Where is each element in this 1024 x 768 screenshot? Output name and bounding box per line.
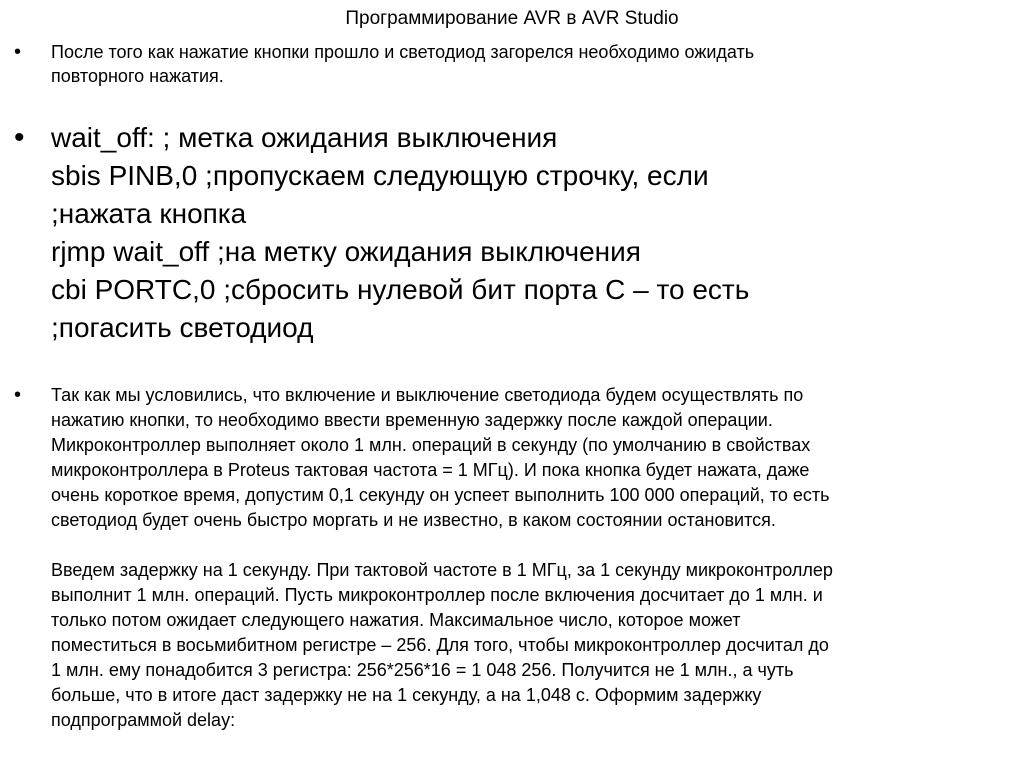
code-line: rjmp wait_off ;на метку ожидания выключения (51, 236, 641, 267)
code-line: sbis PINB,0 ;пропускаем следующую строчку, если (51, 160, 709, 191)
slide-title: Программирование AVR в AVR Studio (345, 8, 679, 29)
text-line: выполнит 1 млн. операций. Пусть микроконтроллер после включения досчитает до 1 млн. и (51, 585, 823, 605)
code-line: cbi PORTC,0 ;сбросить нулевой бит порта С – то есть (51, 274, 750, 305)
text-line: Так как мы условились, что включение и выключение светодиода будем осуществлять по (51, 385, 804, 405)
text-line: Введем задержку на 1 секунду. При тактовой частоте в 1 МГц, за 1 секунду микроконтроллер (51, 560, 833, 580)
bullet-text (51, 383, 1021, 733)
bullet-marker: • (14, 121, 25, 154)
text-line: Микроконтроллер выполняет около 1 млн. операций в секунду (по умолчанию в свойствах (51, 435, 811, 455)
bullet-text (51, 40, 1021, 88)
code-listing (51, 119, 1021, 347)
text-line: светодиод будет очень быстро моргать и не известно, в каком состоянии остановится. (51, 510, 776, 530)
text-line: очень короткое время, допустим 0,1 секунду он успеет выполнить 100 000 операций, то есть (51, 485, 830, 505)
text-line: 1 млн. ему понадобится 3 регистра: 256*256*16 = 1 048 256. Получится не 1 млн., а чуть (51, 660, 794, 680)
code-line: ;погасить светодиод (51, 312, 314, 343)
code-line: ;нажата кнопка (51, 198, 247, 229)
text-line: только потом ожидает следующего нажатия. Максимальное число, которое может (51, 610, 741, 630)
text-line: нажатию кнопки, то необходимо ввести временную задержку после каждой операции. (51, 410, 773, 430)
paragraph-gap (51, 533, 1021, 558)
text-line: повторного нажатия. (51, 66, 224, 86)
text-line: микроконтроллера в Proteus тактовая частота = 1 МГц). И пока кнопка будет нажата, даже (51, 460, 810, 480)
bullet-marker: • (14, 384, 22, 406)
text-line: После того как нажатие кнопки прошло и светодиод загорелся необходимо ожидать (51, 42, 755, 62)
text-line: поместиться в восьмибитном регистре – 256. Для того, чтобы микроконтроллер досчитал до (51, 635, 829, 655)
text-line: подпрограммой delay: (51, 710, 236, 730)
bullet-marker: • (14, 41, 22, 63)
code-line: wait_off: ; метка ожидания выключения (51, 122, 558, 153)
text-line: больше, что в итоге даст задержку не на 1 секунду, а на 1,048 с. Оформим задержку (51, 685, 762, 705)
